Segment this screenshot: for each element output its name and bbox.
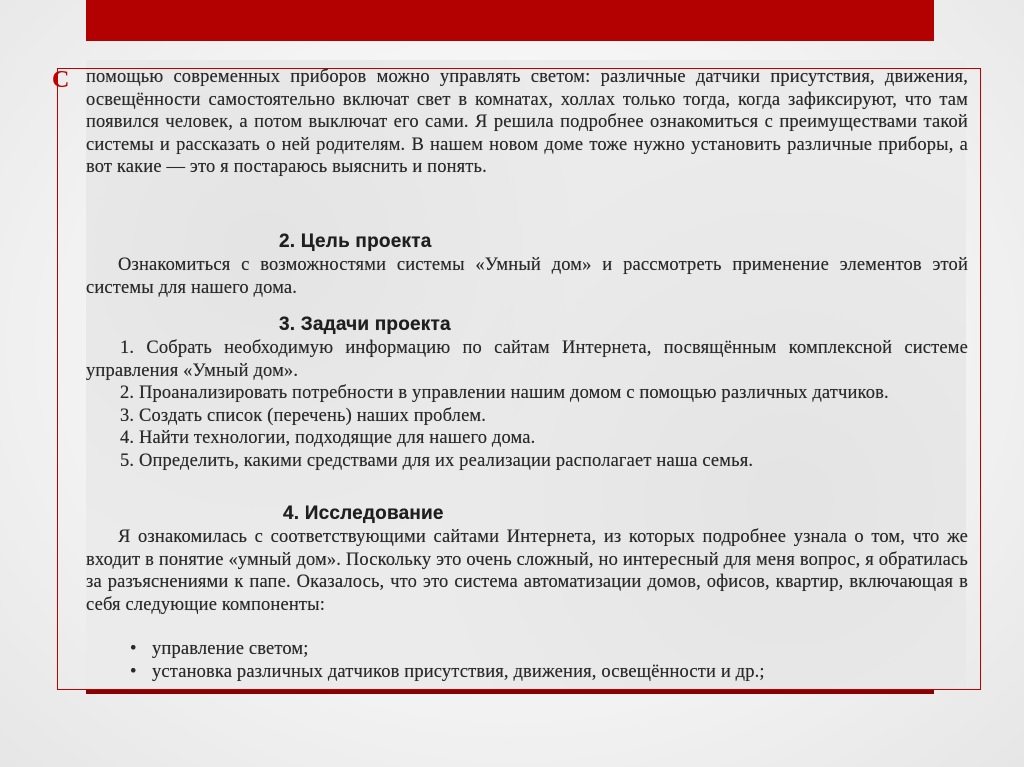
- research-paragraph: Я ознакомилась с соответствующими сайтами Интернета, из которых подробнее узнала о том, что же входит в понятие «умный дом». Поскольку это очень сложный, но интересный для меня вопрос, я обратилась за разъяснениями к папе. Оказалось, что это система автоматизации домов, офисов, квартир, включающая в себя следующие компоненты:: [86, 527, 968, 615]
- list-item-text: управление светом;: [152, 639, 309, 659]
- stray-letter: С: [52, 67, 70, 93]
- components-list: [86, 638, 968, 683]
- list-item: [86, 638, 968, 661]
- goal-paragraph: Ознакомиться с возможностями системы «Умный дом» и рассмотреть применение элементов этой системы для нашего дома.: [86, 255, 968, 298]
- task-item: 4. Найти технологии, подходящие для нашего дома.: [120, 428, 536, 448]
- list-item: [86, 661, 968, 684]
- intro-paragraph: помощью современных приборов можно управлять светом: различные датчики присутствия, движения, освещённости самостоятельно включат свет в комнатах, холлах только тогда, когда зафиксируют, что там появился человек, а потом выключат его сами. Я решила подробнее ознакомиться с преимуществами такой системы и рассказать о ней родителям. В нашем новом доме тоже нужно установить различные приборы, а вот какие — это я постараюсь выяснить и понять.: [86, 67, 968, 177]
- bullet-icon: •: [130, 661, 137, 682]
- tasks-list: [86, 337, 968, 472]
- task-item: 5. Определить, какими средствами для их реализации располагает наша семья.: [120, 450, 754, 471]
- slide-title-bar: [86, 0, 934, 41]
- research-heading: 4. Исследование: [283, 503, 444, 524]
- goal-heading: 2. Цель проекта: [279, 231, 432, 252]
- task-item: 3. Создать список (перечень) наших проблем.: [120, 405, 487, 426]
- task-item: 1. Собрать необходимую информацию по сайтам Интернета, посвящённым комплексной системе управления «Умный дом».: [86, 338, 968, 381]
- tasks-heading: 3. Задачи проекта: [279, 314, 451, 335]
- task-item: 2. Проанализировать потребности в управлении нашим домом с помощью различных датчиков.: [120, 383, 889, 403]
- bottom-rule: [86, 690, 934, 694]
- list-item-text: установка различных датчиков присутствия, движения, освещённости и др.;: [152, 661, 765, 682]
- bullet-icon: •: [130, 639, 137, 659]
